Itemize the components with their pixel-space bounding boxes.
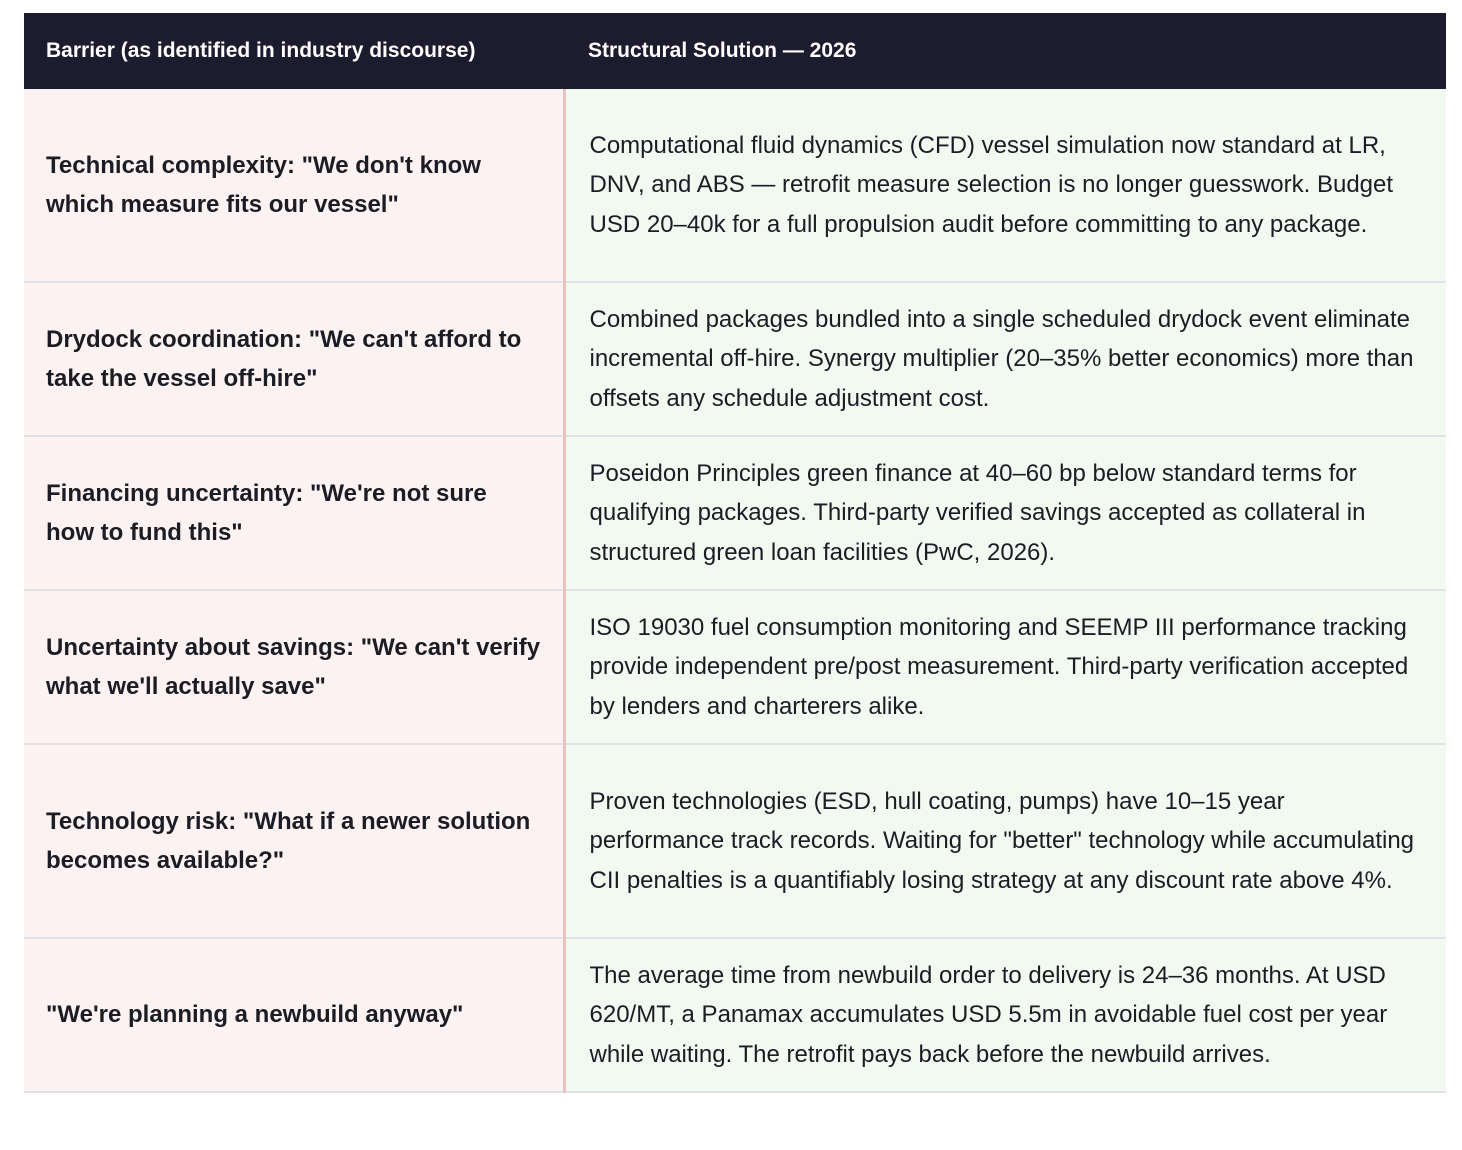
barrier-cell: "We're planning a newbuild anyway" (24, 938, 564, 1092)
solution-cell: The average time from newbuild order to delivery is 24–36 months. At USD 620/MT, a Panamax accumulates USD 5.5m in avoidable fuel cost per year while waiting. The retrofit pays back before the newbuild arrives. (564, 938, 1446, 1092)
barrier-solution-table (24, 13, 1446, 1093)
table-row (24, 89, 1446, 282)
header-barrier: Barrier (as identified in industry discourse) (24, 13, 564, 89)
barrier-cell: Drydock coordination: "We can't afford to take the vessel off-hire" (24, 282, 564, 436)
header-solution: Structural Solution — 2026 (564, 13, 1446, 89)
solution-cell: Computational fluid dynamics (CFD) vessel simulation now standard at LR, DNV, and ABS — retrofit measure selection is no longer guesswork. Budget USD 20–40k for a full propulsion audit before committing to any package. (564, 89, 1446, 282)
solution-cell: ISO 19030 fuel consumption monitoring and SEEMP III performance tracking provide independent pre/post measurement. Third-party verification accepted by lenders and charterers alike. (564, 590, 1446, 744)
barrier-cell: Uncertainty about savings: "We can't verify what we'll actually save" (24, 590, 564, 744)
table-row (24, 282, 1446, 436)
barrier-solution-table-container (24, 13, 1446, 1093)
table-row (24, 436, 1446, 590)
barrier-cell: Technical complexity: "We don't know which measure fits our vessel" (24, 89, 564, 282)
solution-cell: Poseidon Principles green finance at 40–60 bp below standard terms for qualifying packages. Third-party verified savings accepted as collateral in structured green loan facilities (PwC, 2026). (564, 436, 1446, 590)
table-header (24, 13, 1446, 89)
table-row (24, 590, 1446, 744)
table-row (24, 938, 1446, 1092)
table-body (24, 89, 1446, 1092)
solution-cell: Combined packages bundled into a single scheduled drydock event eliminate incremental off-hire. Synergy multiplier (20–35% better economics) more than offsets any schedule adjustment cost. (564, 282, 1446, 436)
solution-cell: Proven technologies (ESD, hull coating, pumps) have 10–15 year performance track records. Waiting for "better" technology while accumulating CII penalties is a quantifiably losing strategy at any discount rate above 4%. (564, 744, 1446, 938)
header-row (24, 13, 1446, 89)
barrier-cell: Financing uncertainty: "We're not sure how to fund this" (24, 436, 564, 590)
barrier-cell: Technology risk: "What if a newer solution becomes available?" (24, 744, 564, 938)
table-row (24, 744, 1446, 938)
